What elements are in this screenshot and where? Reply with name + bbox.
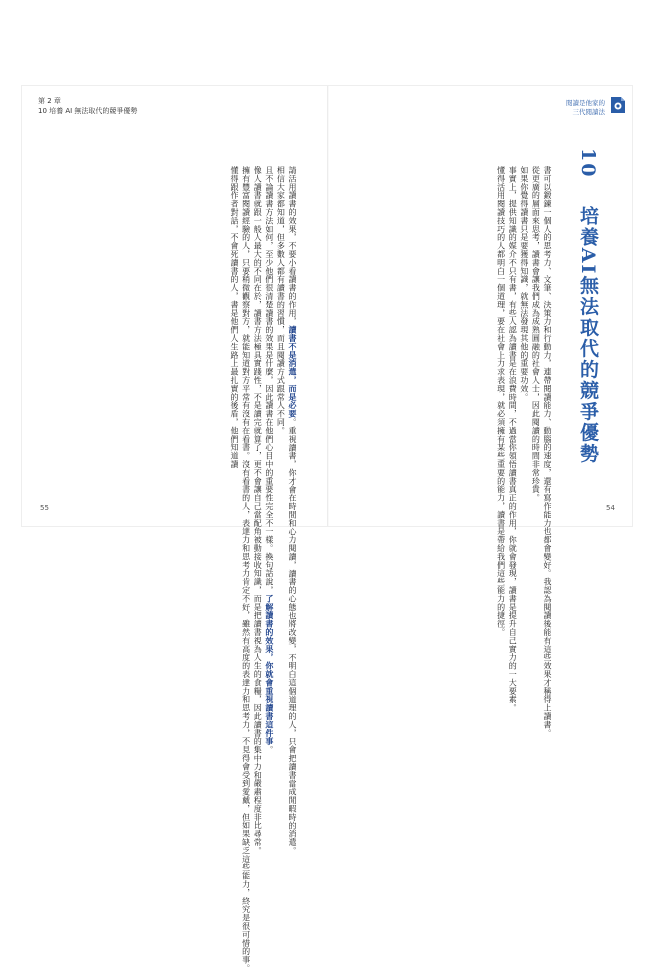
book-title-line1: 閱讀是他家的 — [566, 99, 605, 107]
left-paragraph-1 — [286, 158, 298, 855]
left-paragraph-4 — [252, 158, 264, 855]
section-label: 10 培養 AI 無法取代的競爭優勢 — [38, 107, 138, 115]
left-paragraph-5 — [240, 158, 252, 972]
left-paragraph-6 — [228, 158, 240, 498]
left-paragraph-1-tail: 。重視讀書，你才會在時間和心力閱讀，讀書的心態也將改變，不明白這個道理的人，只會把讀書當成閒暇時的消遣。 — [288, 418, 297, 855]
book-gutter — [327, 86, 329, 526]
right-page-body — [495, 158, 553, 738]
left-paragraph-4-text: 像人讀書就跟一般人最大的不同在於，讀書方法極具實踐性，不是讀完就算了，更不會讓自己當配角被動接收知識，而是把讀書視為人生的食糧，因此讀書的集中力和嚴肅程度非比尋常。 — [253, 166, 263, 855]
running-header-right — [566, 99, 605, 117]
left-paragraph-2 — [275, 158, 287, 498]
left-paragraph-6-text: 懂得跟作者對話，不會死讀書的人，書是他們人生路上最扎實的後盾，他們知道讀 — [230, 166, 240, 469]
left-paragraph-3-emphasis: 了解讀書的效果，你就會重視讀書這件事 — [264, 594, 274, 746]
chapter-heading — [575, 148, 602, 464]
left-paragraph-2-text: 相信大家都知道，但多數人都有讀書的習慣，而且閱讀方式跟常人不同。 — [276, 166, 286, 435]
left-paragraph-3-tail: 。 — [264, 745, 274, 755]
left-paragraph-5-text: 擁有豐富閱讀經驗的人，只要稍微觀察對方，就能知道對方平常有沒有在看書。沒有看書的人，表達力和思考力肯定不好，雖然有高度的表達力和思考力，不見得會受到愛戴，但如果缺乏這些能力，終究是很可惜的事。 — [241, 166, 251, 972]
right-paragraph-5: 懂得活用閱讀技巧的人都明白一個道理，要在社會上力求表現，就必須擁有某些重要的能力，讀書是帶給我們這些能力的捷徑。 — [496, 166, 506, 637]
left-paragraph-3 — [263, 158, 275, 755]
chapter-label: 第 2 章 — [38, 97, 61, 105]
page-number-right: 54 — [606, 504, 615, 512]
book-title-line2: 三代閱讀法 — [572, 108, 605, 116]
left-paragraph-1-text: 請活用讀書的效果，不要小看讀書的作用， — [288, 166, 297, 326]
running-header-left — [38, 96, 137, 116]
right-paragraph-4: 事實上，提供知識的媒介不只有書，有些人認為讀書是在浪費時間，不過當你領悟讀書真正的作用，你就會發現，讀書是提升自己實力的一大要素。 — [508, 166, 518, 712]
left-page-body — [228, 158, 298, 972]
left-paragraph-1-emphasis: 讀書不是消遣，而是必要 — [288, 325, 297, 419]
page-number-left: 55 — [40, 504, 49, 512]
book-badge-icon — [609, 95, 627, 115]
right-paragraph-2: 從更廣的層面來思考，讀書會讓我們成為成熟圓融的社會人士，因此閱讀的時間非常珍貴。 — [531, 166, 541, 502]
left-paragraph-3-text: 且不論讀書方法如何，至少他們很清楚讀書的效果是什麼，因此讀書在他們心目中的重要性完全不一樣。換句話說， — [264, 166, 274, 595]
chapter-title-text: 培養AI無法取代的競爭優勢 — [577, 205, 599, 465]
chapter-number: 10 — [577, 148, 599, 179]
right-paragraph-1: 書可以鍛鍊一個人的思考力、文筆、決策力和行動力，連帶閱讀能力、動腦的速度，還有寫作能力也都會變好。我認為閱讀後能有這些效果才稱得上讀書。 — [543, 166, 552, 738]
right-paragraph-3: 如果你覺得讀書只是要獲得知識，就無法發現其他的重要功效。 — [519, 166, 529, 402]
